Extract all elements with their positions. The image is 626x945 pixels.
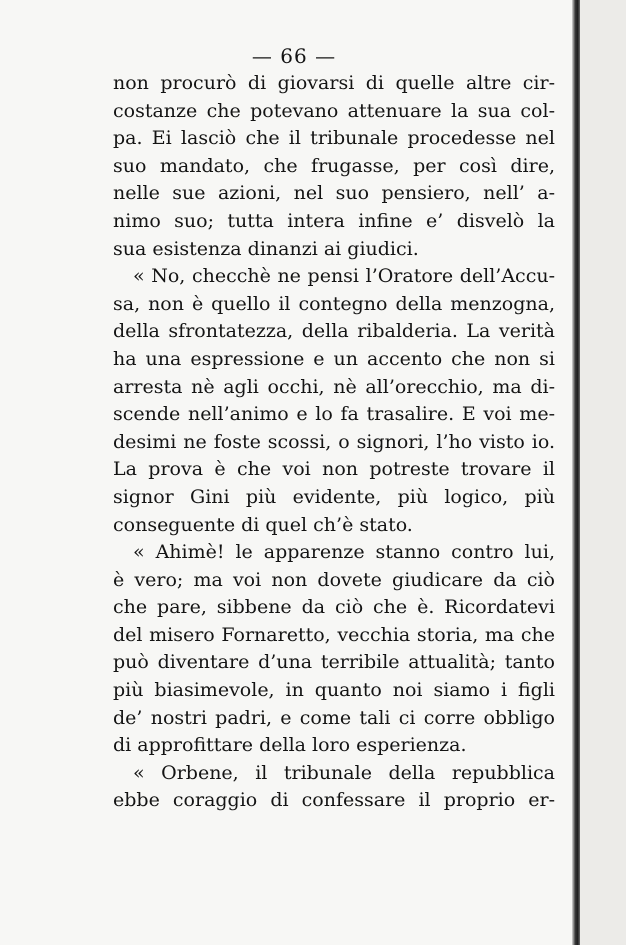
text-line: sa, non è quello il contegno della menzogna, bbox=[113, 292, 555, 315]
text-line: « Ahimè! le apparenze stanno contro lui, bbox=[133, 541, 555, 564]
text-line: non procurò di giovarsi di quelle altre cir- bbox=[113, 72, 555, 94]
text-line: della sfrontatezza, della ribalderia. La verità bbox=[113, 320, 555, 343]
text-line: signor Gini più evidente, più logico, più bbox=[113, 485, 555, 508]
text-line: La prova è che voi non potreste trovare il bbox=[113, 458, 555, 481]
text-line: può diventare d’una terribile attualità; tanto bbox=[113, 651, 555, 674]
text-line: costanze che potevano attenuare la sua col- bbox=[113, 99, 555, 122]
text-line: di approfittare della loro esperienza. bbox=[113, 734, 467, 757]
text-line: « Orbene, il tribunale della repubblica bbox=[133, 761, 555, 784]
text-line: sua esistenza dinanzi ai giudici. bbox=[113, 237, 419, 260]
text-line: pa. Ei lasciò che il tribunale procedesse nel bbox=[113, 127, 555, 150]
text-line: più biasimevole, in quanto noi siamo i figli bbox=[113, 679, 555, 702]
text-line: del misero Fornaretto, vecchia storia, ma che bbox=[113, 623, 555, 646]
text-line: nimo suo; tutta intera infine e’ disvelò la bbox=[113, 209, 555, 232]
text-line: conseguente di quel ch’è stato. bbox=[113, 513, 413, 536]
facing-page-strip bbox=[580, 0, 626, 945]
text-line: ha una espressione e un accento che non si bbox=[113, 347, 555, 370]
text-line: che pare, sibbene da ciò che è. Ricordatevi bbox=[113, 596, 555, 619]
text-line: è vero; ma voi non dovete giudicare da ciò bbox=[113, 568, 555, 591]
text-line: de’ nostri padri, e come tali ci corre obbligo bbox=[113, 706, 555, 729]
text-line: nelle sue azioni, nel suo pensiero, nell’ a- bbox=[113, 182, 555, 205]
page-gutter-edge bbox=[572, 0, 580, 945]
body-text bbox=[113, 70, 555, 815]
text-line: « No, checchè ne pensi l’Oratore dell’Accu- bbox=[133, 265, 555, 288]
text-line: desimi ne foste scossi, o signori, l’ho visto io. bbox=[113, 430, 555, 453]
text-line: ebbe coraggio di confessare il proprio er- bbox=[113, 789, 555, 812]
page-number: — 66 — bbox=[251, 44, 337, 68]
text-line: arresta nè agli occhi, nè all’orecchio, ma di- bbox=[113, 375, 555, 398]
text-line: suo mandato, che frugasse, per così dire, bbox=[113, 154, 555, 177]
text-line: scende nell’animo e lo fa trasalire. E voi me- bbox=[113, 403, 555, 426]
